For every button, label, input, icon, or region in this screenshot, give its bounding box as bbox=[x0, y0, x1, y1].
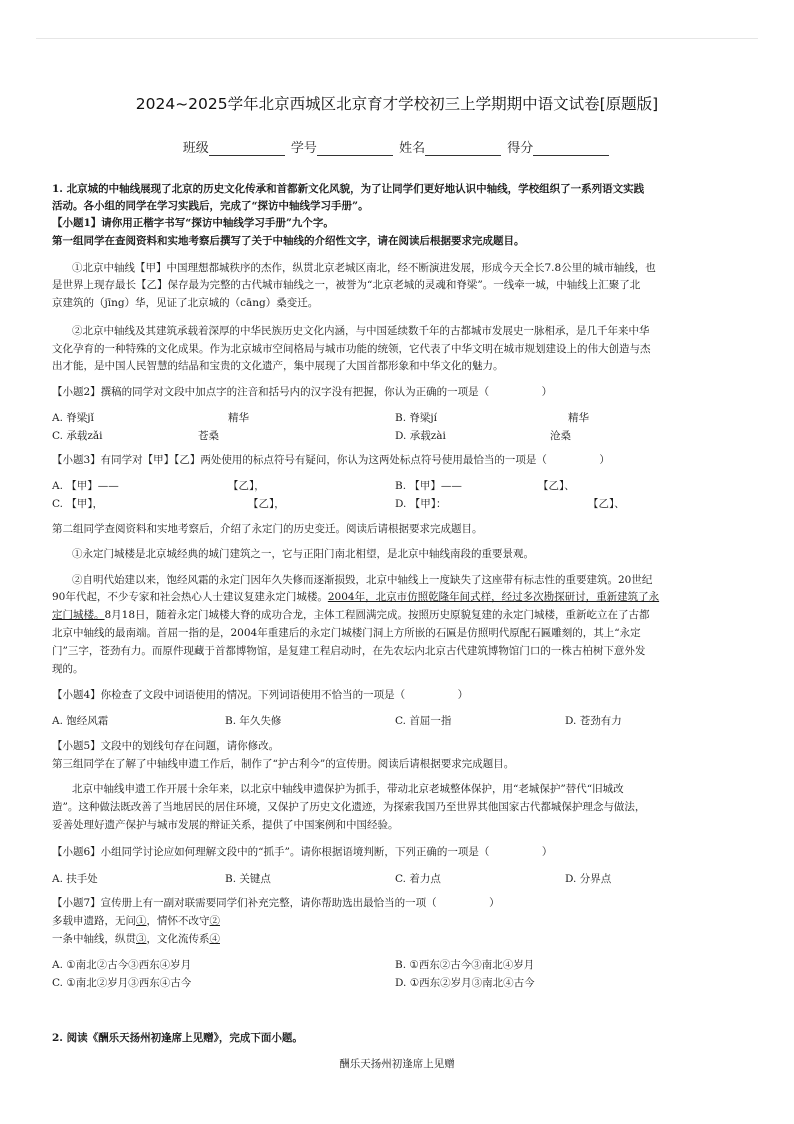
sub3-option-d[interactable]: D. 【甲】： bbox=[395, 498, 447, 510]
couplet2-text-b: ，文化流传系 bbox=[146, 933, 210, 945]
couplet2-text-a: 一条中轴线，纵贯 bbox=[52, 933, 136, 945]
number-blank[interactable] bbox=[317, 141, 393, 156]
q1-intro-line2: 活动。各小组的同学在学习实践后，完成了“探访中轴线学习手册”。 bbox=[52, 200, 369, 212]
sub4-option-b[interactable]: B. 年久失修 bbox=[225, 715, 282, 727]
passage4-line3 bbox=[52, 608, 650, 622]
passage1-line1: ①北京中轴线【甲】中国理想都城秩序的杰作，纵贯北京老城区南北，经不断演进发展，形成今天全长7.8公里的城市轴线，也 bbox=[72, 262, 656, 274]
sub3-question: 【小题3】有同学对【甲】【乙】两处使用的标点符号有疑问，你认为这两处标点符号使用最恰当的一项是（ ） bbox=[52, 454, 610, 466]
couplet-line1 bbox=[52, 914, 220, 928]
sub3-option-a-b: 【乙】， bbox=[228, 480, 265, 492]
passage4-line2 bbox=[52, 590, 659, 604]
passage5-line1: 北京中轴线申遗工作开展十余年来，以北京中轴线申遗保护为抓手，带动北京老城整体保护，用“老城保护”替代“旧城改 bbox=[72, 783, 624, 795]
passage4-line1: ②自明代始建以来，饱经风霜的永定门因年久失修而逐渐损毁，北京中轴线上一度缺失了这座带有标志性的重要建筑。20世纪 bbox=[72, 574, 653, 586]
sub6-option-d[interactable]: D. 分界点 bbox=[565, 873, 612, 885]
name-label: 姓名 bbox=[399, 141, 426, 156]
sub4-question: 【小题4】你检查了文段中词语使用的情况。下列词语使用不恰当的一项是（ ） bbox=[52, 689, 469, 701]
q1-group3-instruction: 第三组同学在了解了中轴线申遗工作后，制作了“护古利今”的宣传册。阅读后请根据要求完成题目。 bbox=[52, 758, 515, 770]
couplet2-blank4: ④ bbox=[209, 933, 220, 945]
q1-sub1: 【小题1】请你用正楷字书写“探访中轴线学习手册”九个字。 bbox=[52, 217, 334, 229]
name-blank[interactable] bbox=[425, 141, 501, 156]
q1-intro-line1: 1. 北京城的中轴线展现了北京的历史文化传承和首都新文化风貌，为了让同学们更好地认识中轴线，学校组织了一系列语文实践 bbox=[52, 183, 645, 195]
passage2-line1: ②北京中轴线及其建筑承载着深厚的中华民族历史文化内涵，与中国延续数千年的古都城市发展史一脉相承，是几千年来中华 bbox=[72, 325, 650, 337]
couplet2-blank3: ③ bbox=[136, 933, 147, 945]
page-title: 2024~2025学年北京西城区北京育才学校初三上学期期中语文试卷[原题版] bbox=[135, 95, 659, 113]
sub6-question: 【小题6】小组同学讨论应如何理解文段中的“抓手”。请你根据语境判断，下列正确的一项是（ ） bbox=[52, 846, 553, 858]
couplet-line2 bbox=[52, 932, 220, 946]
student-info-row bbox=[0, 137, 794, 156]
sub2-question: 【小题2】撰稿的同学对文段中加点字的注音和括号内的汉字没有把握，你认为正确的一项是（ ） bbox=[52, 386, 553, 398]
passage5-line2: 造”。这种做法既改善了当地居民的居住环境，又保护了历史文化遗迹，为探索我国乃至世界其他国家古代都城保护理念与做法， bbox=[52, 801, 646, 813]
passage3-line1: ①永定门城楼是北京城经典的城门建筑之一，它与正阳门南北相望，是北京中轴线南段的重要景观。 bbox=[72, 548, 534, 560]
sub2-option-c[interactable]: C. 承载zǎi bbox=[52, 430, 103, 442]
q1-group2-instruction: 第二组同学查阅资料和实地考察后，介绍了永定门的历史变迁。阅读后请根据要求完成题目。 bbox=[52, 523, 483, 535]
sub7-question: 【小题7】宣传册上有一副对联需要同学们补充完整，请你帮助选出最恰当的一项（ ） bbox=[52, 897, 500, 909]
couplet1-text-b: ，情怀不改守 bbox=[146, 915, 210, 927]
sub4-option-c[interactable]: C. 首屈一指 bbox=[395, 715, 452, 727]
underlined-sentence-part2: 定门城楼。 bbox=[52, 609, 105, 621]
sub7-option-c[interactable]: C. ①南北②岁月③西东④古今 bbox=[52, 977, 192, 989]
passage4-line2-text: 90年代起，不少专家和社会热心人士建议复建永定门城楼。 bbox=[52, 591, 328, 603]
sub3-option-b-b: 【乙】、 bbox=[538, 480, 575, 492]
sub3-option-a[interactable]: A. 【甲】—— bbox=[52, 480, 119, 492]
sub3-option-b[interactable]: B. 【甲】—— bbox=[395, 480, 462, 492]
passage1-line3: 京建筑的（jīng）华，见证了北京城的（cāng）桑变迁。 bbox=[52, 297, 319, 309]
sub2-option-b[interactable]: B. 脊梁jí bbox=[395, 412, 438, 424]
passage4-line3-text: 8月18日，随着永定门城楼大脊的成功合龙，主体工程圆满完成。按照历史原貌复建的永定门城楼，重新屹立在了古都 bbox=[104, 609, 650, 621]
passage2-line3: 出才能，是中国人民智慧的结晶和宝贵的文化遗产，集中展现了大国首都形象和中华文化的魅力。 bbox=[52, 360, 504, 372]
top-divider bbox=[36, 38, 758, 39]
q2-intro: 2. 阅读《酬乐天扬州初逢席上见赠》，完成下面小题。 bbox=[52, 1032, 303, 1044]
class-blank[interactable] bbox=[209, 141, 285, 156]
sub2-option-a[interactable]: A. 脊梁jǐ bbox=[52, 412, 94, 424]
sub7-option-a[interactable]: A. ①南北②古今③西东④岁月 bbox=[52, 959, 192, 971]
sub7-option-b[interactable]: B. ①西东②古今③南北④岁月 bbox=[395, 959, 535, 971]
sub5-question: 【小题5】文段中的划线句存在问题，请你修改。 bbox=[52, 740, 280, 752]
couplet1-blank2: ② bbox=[209, 915, 220, 927]
passage5-line3: 妥善处理好遗产保护与城市发展的辩证关系，提供了中国案例和中国经验。 bbox=[52, 819, 399, 831]
passage4-line6: 现的。 bbox=[52, 663, 84, 675]
score-label: 得分 bbox=[507, 141, 534, 156]
sub6-option-a[interactable]: A. 扶手处 bbox=[52, 873, 98, 885]
sub3-option-c-b: 【乙】， bbox=[248, 498, 285, 510]
passage1-line2: 是世界上现存最长【乙】保存最为完整的古代城市轴线之一，被誉为“北京老城的灵魂和脊梁”。一线牵一城，中轴线上汇聚了北 bbox=[52, 279, 641, 291]
sub2-option-d-word: 沧桑 bbox=[550, 430, 571, 442]
couplet1-text-a: 多载申遗路，无问 bbox=[52, 915, 136, 927]
underlined-sentence-part1: 2004年，北京市仿照乾隆年间式样，经过多次勘探研讨，重新建筑了永 bbox=[327, 591, 660, 603]
sub7-option-d[interactable]: D. ①西东②岁月③南北④古今 bbox=[395, 977, 535, 989]
couplet1-blank1: ① bbox=[136, 915, 147, 927]
sub4-option-a[interactable]: A. 饱经风霜 bbox=[52, 715, 109, 727]
poem-title: 酬乐天扬州初逢席上见赠 bbox=[339, 1058, 455, 1070]
sub3-option-d-b: 【乙】、 bbox=[588, 498, 625, 510]
sub2-option-c-word: 苍桑 bbox=[198, 430, 219, 442]
passage4-line5: 门”三字，苍劲有力。而原件现藏于首都博物馆，是复建工程启动时，在先农坛内北京古代建筑博物馆门口的一株古柏树下意外发 bbox=[52, 645, 646, 657]
sub2-option-b-word: 精华 bbox=[568, 412, 589, 424]
sub2-option-a-word: 精华 bbox=[228, 412, 249, 424]
number-label: 学号 bbox=[290, 141, 317, 156]
passage2-line2: 文化孕育的一种特殊的文化成果。作为北京城市空间格局与城市功能的统领，它代表了中华文明在城市规划建设上的伟大创造与杰 bbox=[52, 343, 651, 355]
q1-group1-instruction: 第一组同学在查阅资料和实地考察后撰写了关于中轴线的介绍性文字，请在阅读后根据要求完成题目。 bbox=[52, 235, 525, 247]
passage4-line4: 北京中轴线的最南端。首屈一指的是，2004年重建后的永定门城楼门洞上方所嵌的石匾是仿照明代原配石匾雕刻的，其上“永定 bbox=[52, 627, 641, 639]
score-blank[interactable] bbox=[533, 141, 609, 156]
class-label: 班级 bbox=[182, 141, 209, 156]
sub6-option-b[interactable]: B. 关键点 bbox=[225, 873, 271, 885]
sub2-option-d[interactable]: D. 承载zài bbox=[395, 430, 446, 442]
sub6-option-c[interactable]: C. 着力点 bbox=[395, 873, 441, 885]
sub4-option-d[interactable]: D. 苍劲有力 bbox=[565, 715, 622, 727]
sub3-option-c[interactable]: C. 【甲】， bbox=[52, 498, 104, 510]
